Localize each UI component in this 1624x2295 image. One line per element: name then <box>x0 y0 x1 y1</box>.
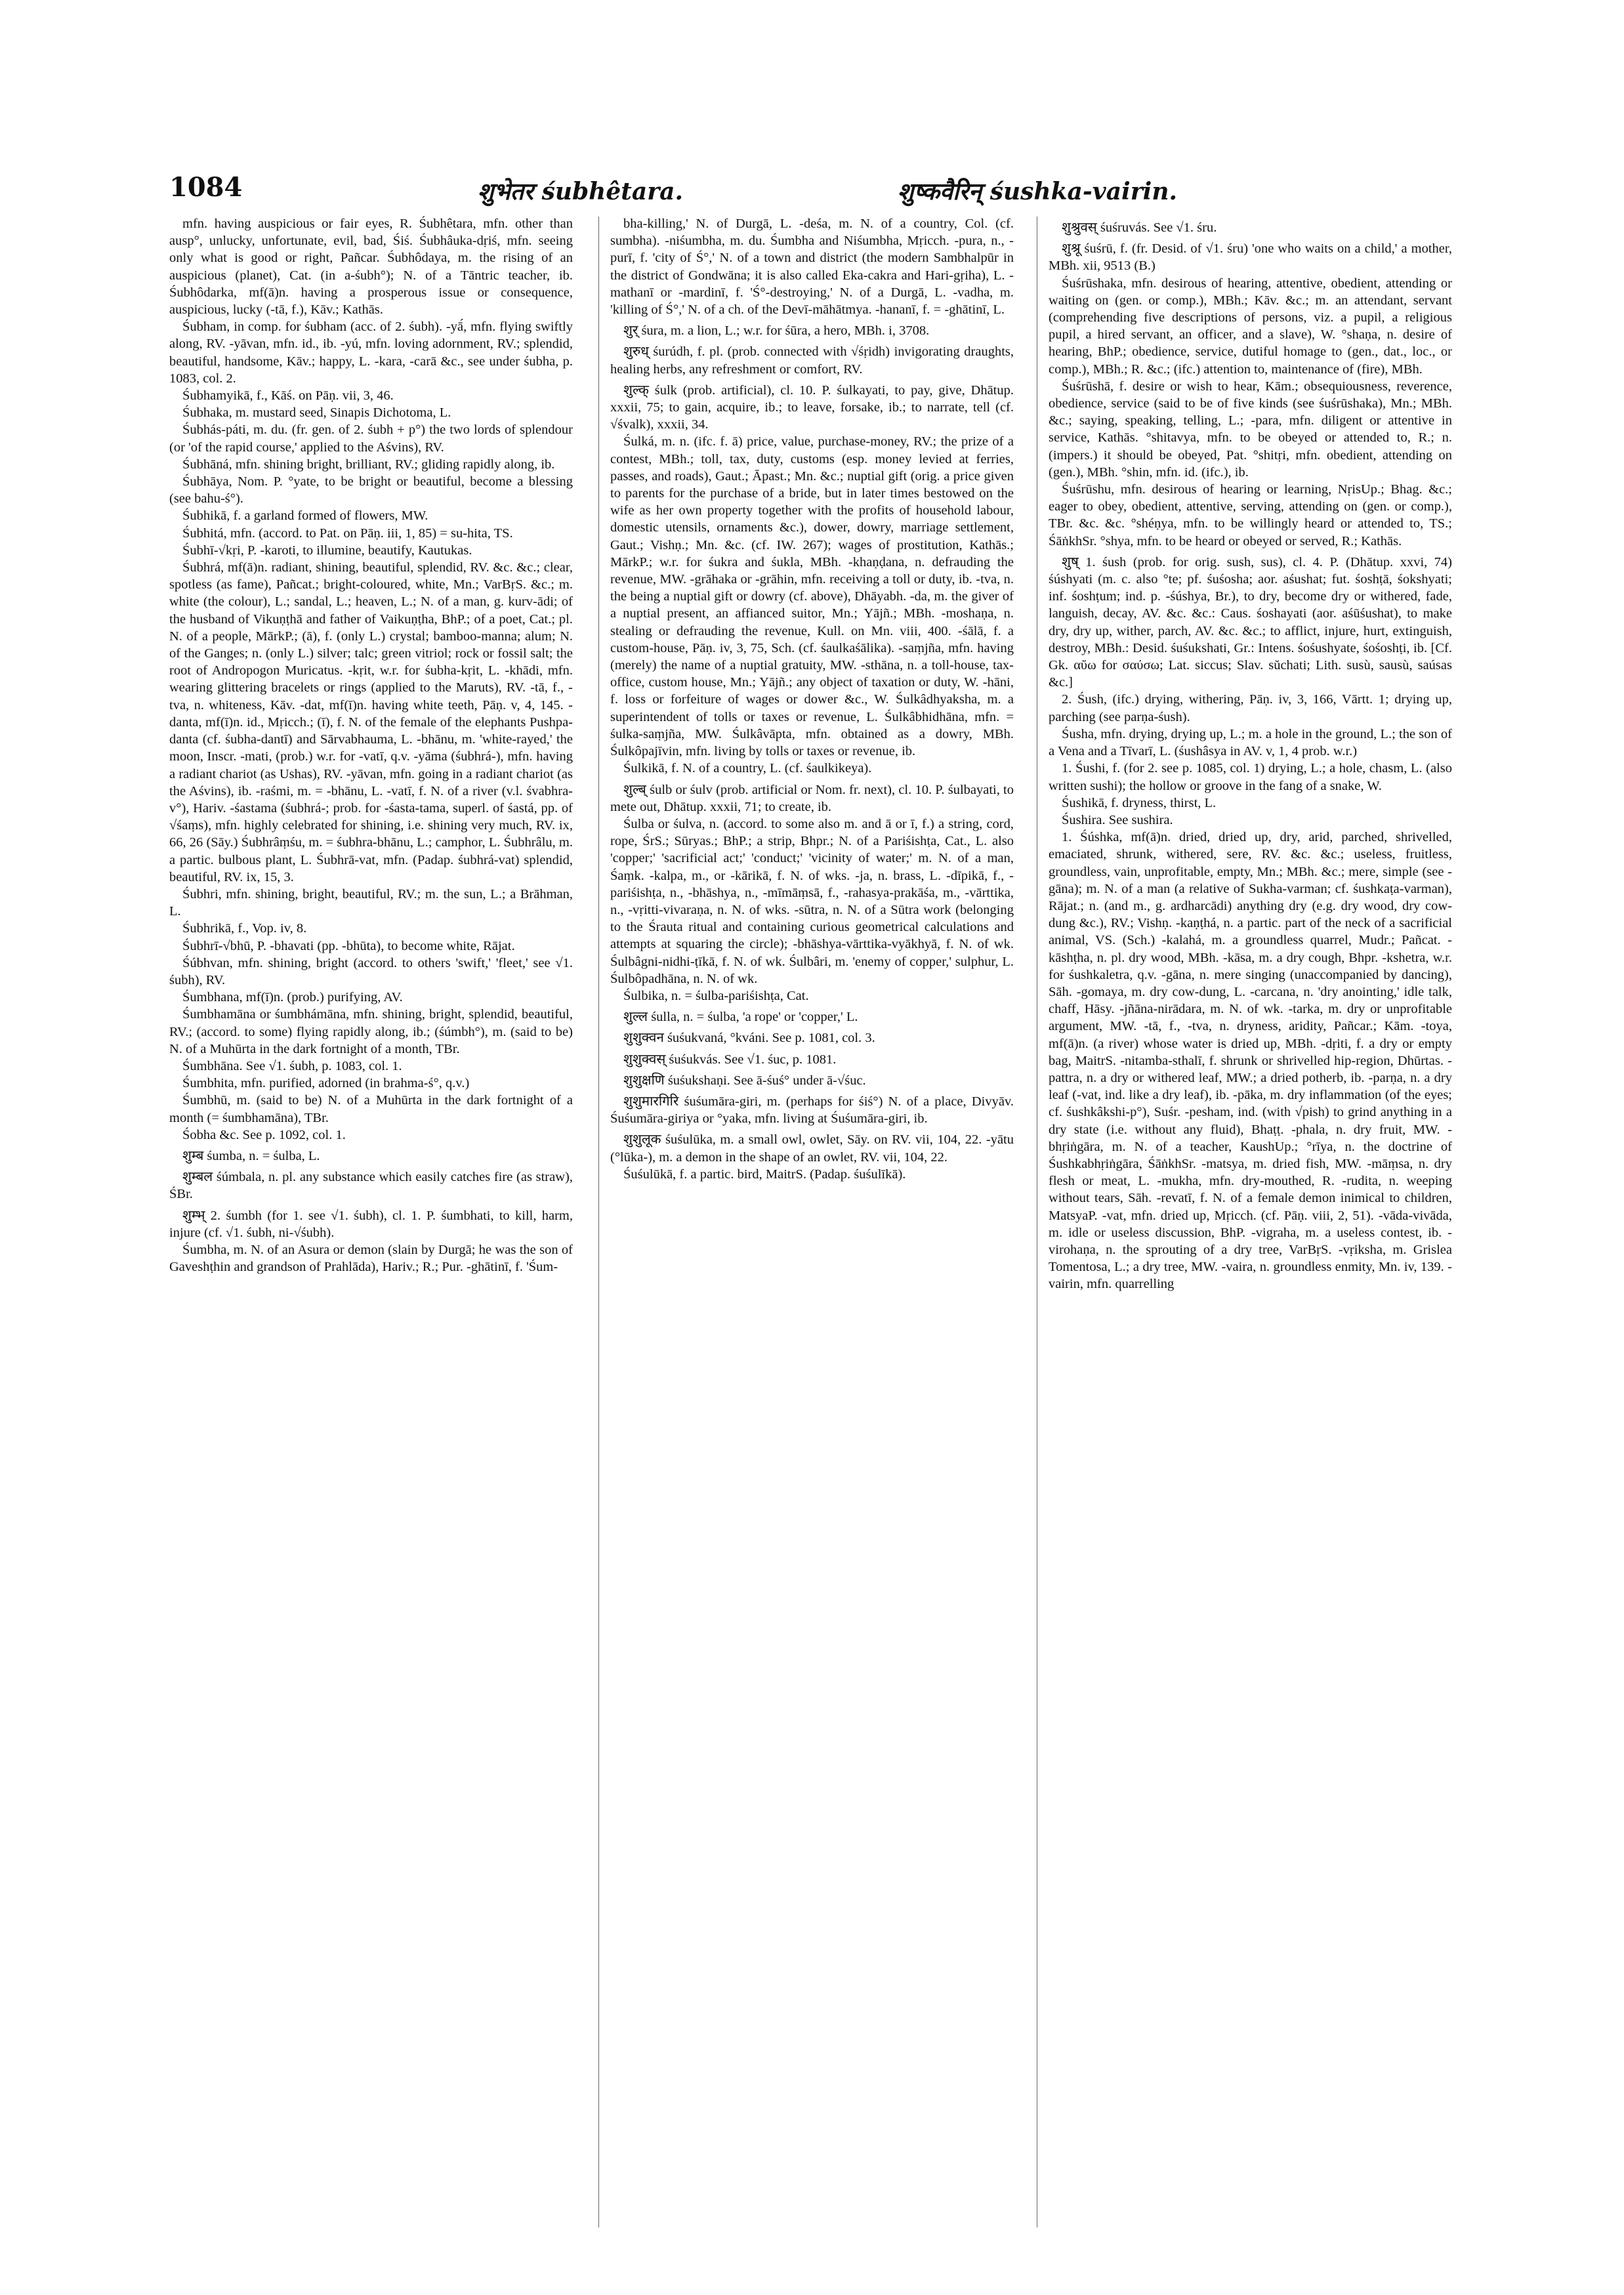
dictionary-entry: शुम्भ् 2. śumbh (for 1. see √1. śubh), cl. 1. P. śumbhati, to kill, harm, injure (cf. √1. śubh, ni-√śubh). <box>169 1208 573 1240</box>
dictionary-entry: शुल्क् śulk (prob. artificial), cl. 10. P. śulkayati, to pay, give, Dhātup. xxxii, 75; to gain, acquire, ib.; to leave, forsake, ib.; to narrate, tell (cf. √śvalk), xxxii, 34. <box>610 382 1014 432</box>
dictionary-entry: Śumbhana, mf(ī)n. (prob.) purifying, AV. <box>182 990 403 1005</box>
dictionary-entry: Śuśrūshaka, mfn. desirous of hearing, attentive, obedient, attending or waiting on (gen. or comp.), MBh.; Kāv. &c.; m. an attendant, servant (comprehending five descriptions of persons, viz. a pupil, a religious pupil, a hired servant, an officer, and a slave), W. °shaṇa, n. desire of hearing, BhP.; obedience, service, dutiful homage to (gen., dat., loc., or comp.), MBh.; R. &c.; (ifc.) attention to, maintenance of (fire), MBh. <box>1049 276 1452 377</box>
dictionary-entry: Śushira. See sushira. <box>1062 812 1173 827</box>
dictionary-entry: mfn. having auspicious or fair eyes, R. Śubhêtara, mfn. other than ausp°, unlucky, unfortunate, evil, bad, Śiś. Śubhâuka-dṛiś, mfn. seeing only what is good or right, Pañcar. Śubhôdaya, m. the rising of an auspicious (planet), Cat. (in a-śubh°); N. of a Tāntric teacher, ib. Śubhôdarka, mf(ā)n. having a prosperous issue or consequence, auspicious, lucky (-tā, f.), Kāv.; Kathās. <box>169 217 573 318</box>
dictionary-entry: 1. Śushi, f. (for 2. see p. 1085, col. 1) drying, L.; a hole, chasm, L. (also written sushi); the hollow or groove in the fang of a snake, W. <box>1049 761 1452 793</box>
dictionary-entry: bha-killing,' N. of Durgā, L. -deśa, m. N. of a country, Col. (cf. sumbha). -niśumbha, m. du. Śumbha and Niśumbha, Mṛicch. -pura, n., -purī, f. 'city of Ś°,' N. of a town and district (the modern Sambhalpūr in the district of Gondwāna; it is also called Eka-cakra and Hari-gṛiha), L. -mathanī or -mardinī, f. 'Ś°-destroying,' N. of a Durgā, L. -vadha, m. 'killing of Ś°,' N. of a ch. of the Devī-māhātmya. -hananī, f. = -ghātinī, L. <box>610 217 1014 318</box>
dictionary-entry: Śubhāya, Nom. P. °yate, to be bright or beautiful, become a blessing (see bahu-ś°). <box>169 474 573 507</box>
dictionary-entry: शुरुध् śurúdh, f. pl. (prob. connected with √śṛidh) invigorating draughts, healing herbs, any refreshment or comfort, RV. <box>610 344 1014 377</box>
dictionary-entry: Śushikā, f. dryness, thirst, L. <box>1062 795 1217 810</box>
page-number: 1084 <box>169 172 243 203</box>
dictionary-entry: शुम्ब śumba, n. = śulba, L. <box>182 1148 320 1163</box>
dictionary-entry: Śuśulūkā, f. a partic. bird, MaitrS. (Padap. śuśulīkā). <box>623 1167 906 1182</box>
dictionary-entry: शुशुक्षणि śuśukshaṇi. See ā-śuś° under ā-√śuc. <box>623 1073 866 1088</box>
dictionary-entry: Śuśrūshu, mfn. desirous of hearing or learning, NṛisUp.; Bhag. &c.; eager to obey, obedient, attentive, serving, attending on (gen. or comp.), TBr. &c. &c. °shéṇya, mfn. to be willingly heard or attended to, TS.; ŚāṅkhSr. °shya, mfn. to be heard or obeyed or served, R.; Kathās. <box>1049 482 1452 548</box>
dictionary-entry: Śubhrī-√bhū, P. -bhavati (pp. -bhūta), to become white, Rājat. <box>182 938 515 953</box>
dictionary-entry: Śulkikā, f. N. of a country, L. (cf. śaulkikeya). <box>623 761 872 776</box>
dictionary-entry: Śubhī-√kṛi, P. -karoti, to illumine, beautify, Kautukas. <box>182 543 472 558</box>
dictionary-entry: Śulká, m. n. (ifc. f. ā) price, value, purchase-money, RV.; the prize of a contest, MBh.; toll, tax, duty, customs (esp. money levied at ferries, passes, and roads), Gaut.; Āpast.; Mn. &c.; nuptial gift (orig. a price given to parents for the purchase of a bride, but in later times bestowed on the wife as her own property together with the profits of household labour, domestic utensils, ornaments &c.), dower, dowry, marriage settlement, Gaut.; Vishṇ.; Mn. &c. (cf. IW. 267); wages of prostitution, Kathās.; MārkP.; w.r. for śukra and śukla, MBh. -khaṇḍana, n. defrauding the revenue, MW. -grāhaka or -grāhin, mfn. receiving a toll or duty, ib. -tva, n. the being a nuptial gift or dowry (cf. above), Dhāyabh. -da, m. the giver of a nuptial present, an affianced suitor, Mn.; Yājñ.; MBh. -moshaṇa, n. stealing or defrauding the revenue, Kull. on Mn. viii, 400. -śālā, f. a custom-house, Pāṇ. iv, 3, 75, Sch. (cf. śaulkaśālika). -saṃjña, mfn. having (merely) the name of a nuptial gratuity, MW. -sthāna, n. a toll-house, tax-office, custom house, Mn.; Yājñ.; any object of taxation or duty, W. -hāni, f. loss or forfeiture of wages or dower &c., W. Śulkâdhyaksha, m. a superintendent of tolls or taxes or revenue, L. Śulkâbhidhāna, mfn. = śulka-saṃjña, MW. Śulkâvāpta, mfn. obtained as a dowry, MBh. Śulkôpajīvin, mfn. living by tolls or taxes or revenue, ib. <box>610 434 1014 759</box>
column-middle <box>610 215 1014 2249</box>
dictionary-entry: 2. Śush, (ifc.) drying, withering, Pāṇ. iv, 3, 166, Vārtt. 1; drying up, parching (see parṇa-śush). <box>1049 692 1452 724</box>
dictionary-entry: Śumbhāna. See √1. śubh, p. 1083, col. 1. <box>182 1058 402 1073</box>
dictionary-entry: Śubhri, mfn. shining, bright, beautiful, RV.; m. the sun, L.; a Brāhman, L. <box>169 886 573 919</box>
dictionary-entry: 1. Śúshka, mf(ā)n. dried, dried up, dry, arid, parched, shrivelled, emaciated, shrunk, withered, sere, RV. &c. &c.; useless, fruitless, groundless, vain, unprofitable, empty, Mn.; MBh. &c.; mere, simple (see -gāna); m. N. of a man (a relative of Sukha-varman; cf. śushkaṭa-varman), Rājat.; n. (and m., g. ardharcādi) anything dry (e.g. dry wood, dry cow-dung &c.), RV.; Vishṇ. -kaṇṭhá, n. a partic. part of the neck of a sacrificial animal, VS. (Sch.) -kalahá, m. a groundless quarrel, Mudr.; Pañcat. -kāshṭha, n. pl. dry wood, MBh. -kāsa, m. a dry cough, Bhpr. -kshetra, w.r. for śushkaletra, q.v. -gāna, n. mere singing (unaccompanied by dancing), Sāh. -gomaya, m. dry cow-dung, L. -carcana, n. 'dry anointing,' idle talk, chaff, Hāsy. -jñāna-nirādara, m. N. of wk. -tarka, m. dry or unprofitable argument, MW. -tā, f., -tva, n. dryness, aridity, Pañcar.; Kām. -toya, mf(ā)n. (a river) whose water is dried up, MBh. -dṛiti, f. a dry or empty bag, MaitrS. -nitamba-sthalī, f. shrunk or shrivelled hip-region, Dhūrtas. -pattra, n. a dry or withered leaf, MW.; a dried potherb, ib. -parṇa, n. a dry leaf (-vat, ind. like a dry leaf), ib. -pāka, m. dry inflammation (of the eyes; cf. śushkâkshi-p°), Suśr. -pesham, ind. (with √pish) to grind anything in a dry state (i.e. without any fluid), Bhaṭṭ. -phala, n. dry fruit, MW. -bhṛiṅgāra, m. N. of a teacher, KaushUp.; °rīya, n. the doctrine of Śushkabhṛiṅgāra, ŚāṅkhSr. -matsya, m. dried fish, MW. -māṃsa, n. dry flesh or meat, L. -mukha, mfn. dry-mouthed, R. -rudita, n. weeping without tears, Sāh. -revatī, f. N. of a female demon inimical to children, MatsyaP. -vat, mfn. dried up, Mṛicch. (cf. Pāṇ. viii, 2, 51). -vāda-vivāda, m. idle or useless discussion, BhP. -vigraha, m. a useless contest, ib. -virohaṇa, n. the sprouting of a dry tree, VarBṛS. -vṛiksha, m. Grislea Tomentosa, L.; a dry tree, MW. -vaira, n. groundless enmity, Mn. iv, 139. -vairin, mfn. quarrelling <box>1049 830 1452 1292</box>
dictionary-entry: शुश्रू śuśrū, f. (fr. Desid. of √1. śru) 'one who waits on a child,' a mother, MBh. xii, 9513 (B.) <box>1049 241 1452 274</box>
dictionary-entry: Śulba or śulva, n. (accord. to some also m. and ā or ī, f.) a string, cord, rope, ŚrS.; Sūryas.; BhP.; a strip, Bhpr.; N. of a Pariśishṭa, Cat., L. also 'copper;' 'sacrificial act;' 'conduct;' 'vicinity of water;' m. N. of a man, Śaṃk. -kalpa, m., or -kārikā, f. N. of wks. -ja, n. brass, L. -dīpikā, f., -pariśishṭa, n., -bhāshya, n., -mīmāṃsā, f., -rahasya-prakāśa, m., -vārttika, n., -vṛitti-vivaraṇa, n. N. of wks. -sūtra, n. N. of a Sūtra work (belonging to the Śrauta ritual and containing curious geometrical calculations and attempts at squaring the circle); -bhāshya-vārttika-vyākhyā, f. N. of wk. Śulbâgni-nidhi-ṭīkā, f. N. of wk. Śulbâri, m. 'enemy of copper,' sulphur, L. Śulbôpadhāna, n. N. of wk. <box>610 816 1014 986</box>
column-left <box>169 215 573 2249</box>
dictionary-entry: शुशुक्वस् śuśukvás. See √1. śuc, p. 1081. <box>623 1052 837 1067</box>
dictionary-entry: शुम्बल śúmbala, n. pl. any substance which easily catches fire (as straw), ŚBr. <box>169 1170 573 1202</box>
dictionary-entry: Śumbha, m. N. of an Asura or demon (slain by Durgā; he was the son of Gaveshṭhin and grandson of Prahlāda), Hariv.; R.; Pur. -ghātinī, f. 'Śum- <box>169 1242 573 1275</box>
dictionary-entry: Śuśrūshā, f. desire or wish to hear, Kām.; obsequiousness, reverence, obedience, service (said to be of five kinds (see śuśrūshaka), Mn.; MBh. &c.; saying, speaking, telling, L.; -para, mfn. diligent or attentive in service, Kathās. °shitavya, mfn. to be obeyed or attended to, R.; n. (impers.) it should be obeyed, Pat. °shitṛi, mfn. obedient, attending on (gen.), MBh. °shin, mfn. id. (ifc.), ib. <box>1049 379 1452 480</box>
dictionary-entry: Śubhāná, mfn. shining bright, brilliant, RV.; gliding rapidly along, ib. <box>182 457 555 472</box>
dictionary-entry: Śubhás-páti, m. du. (fr. gen. of 2. śubh + p°) the two lords of splendour (or 'of the rapid course,' applied to the Aśvins), RV. <box>169 423 573 455</box>
column-right <box>1049 215 1452 2249</box>
dictionary-entry: Śusha, mfn. drying, drying up, L.; m. a hole in the ground, L.; the son of a Vena and a Tīvarī, L. (śushâsya in AV. v, 1, 4 prob. w.r.) <box>1049 726 1452 759</box>
dictionary-entry: Śumbhū, m. (said to be) N. of a Muhūrta in the dark fortnight of a month (= śumbhamāna), TBr. <box>169 1093 573 1125</box>
column-divider-1 <box>598 217 599 2227</box>
left-running-headword: शुभेतर śubhêtara. <box>478 178 684 205</box>
dictionary-entry: शुशुक्वन śuśukvaná, °kváni. See p. 1081, col. 3. <box>623 1031 875 1046</box>
dictionary-entry: Śubhamyikā, f., Kāś. on Pāṇ. vii, 3, 46. <box>182 388 394 403</box>
dictionary-entry: शुशुमारगिरि śuśumāra-giri, m. (perhaps for śiś°) N. of a place, Divyāv. Śuśumāra-giriya or °yaka, mfn. living at Śuśumāra-giri, ib. <box>610 1094 1014 1127</box>
dictionary-entry: शुष् 1. śush (prob. for orig. sush, sus), cl. 4. P. (Dhātup. xxvi, 74) śúshyati (m. c. also °te; pf. śuśosha; aor. aśushat; fut. śoshṭā, śokshyati; inf. śoshṭum; ind. p. -śúshya, Br.), to dry, become dry or withered, fade, languish, decay, AV. &c. &c.: Caus. śoshayati (aor. aśūśushat), to make dry, dry up, wither, parch, AV. &c. &c.; to afflict, injure, hurt, extinguish, destroy, MBh.: Desid. śuśukshati, Gr.: Intens. śośushyate, śośoshṭi, ib. [Cf. Gk. αὔω for σαύσω; Lat. siccus; Slav. sŭchati; Lith. susù, sausù, saúsas &c.] <box>1049 554 1452 690</box>
dictionary-entry: Śubhikā, f. a garland formed of flowers, MW. <box>182 508 428 524</box>
dictionary-entry: Śúbhvan, mfn. shining, bright (accord. to others 'swift,' 'fleet,' see √1. śubh), RV. <box>169 955 573 987</box>
dictionary-entry: Śumbhamāna or śumbhámāna, mfn. shining, bright, splendid, beautiful, RV.; (accord. to some) flying rapidly along, ib.; (śúmbh°), m. (said to be) N. of a Muhūrta in the dark fortnight of a month, TBr. <box>169 1007 573 1056</box>
dictionary-entry: Śulbika, n. = śulba-pariśishṭa, Cat. <box>623 988 809 1003</box>
dictionary-entry: Śubham, in comp. for śubham (acc. of 2. śubh). -yā́, mfn. flying swiftly along, RV. -yāvan, mfn. id., ib. -yú, mfn. loving adornment, RV.; splendid, beautiful, handsome, Kāv.; happy, L. -kara, -carā &c., see under śubha, p. 1083, col. 2. <box>169 320 573 386</box>
dictionary-entry: Śubhaka, m. mustard seed, Sinapis Dichotoma, L. <box>182 405 451 421</box>
dictionary-entry: Śubhrikā, f., Vop. iv, 8. <box>182 921 307 936</box>
dictionary-entry: शुल्ल śulla, n. = śulba, 'a rope' or 'copper,' L. <box>623 1010 858 1025</box>
dictionary-entry: Śobha &c. See p. 1092, col. 1. <box>182 1127 346 1142</box>
dictionary-entry: शुश्रुवस् śuśruvás. See √1. śru. <box>1062 220 1217 235</box>
dictionary-entry: शुर् śura, m. a lion, L.; w.r. for śūra, a hero, MBh. i, 3708. <box>623 323 930 339</box>
dictionary-entry: शुल्ब् śulb or śulv (prob. artificial or Nom. fr. next), cl. 10. P. śulbayati, to mete out, Dhātup. xxxii, 71; to create, ib. <box>610 782 1014 814</box>
dictionary-entry: Śumbhita, mfn. purified, adorned (in brahma-ś°, q.v.) <box>182 1076 470 1091</box>
running-header <box>169 172 1472 209</box>
dictionary-entry: Śubhrá, mf(ā)n. radiant, shining, beautiful, splendid, RV. &c. &c.; clear, spotless (as fame), Pañcat.; bright-coloured, white, Mn.; VarBṛS. &c.; m. white (the colour), L.; sandal, L.; heaven, L.; N. of a man, g. kurv-ādi; of the husband of Vikuṇṭhā and father of Vaikuṇṭha, BhP.; of a poet, Cat.; pl. N. of a people, MārkP.; (ā), f. (only L.) crystal; bamboo-manna; alum; N. of the Ganges; n. (only L.) silver; talc; green vitriol; rock or fossil salt; the root of Andropogon Muricatus. -kṛit, w.r. for śubha-kṛit, L. -khādi, mfn. wearing glittering bracelets or rings (applied to the Maruts), RV. -tā, f., -tva, n. whiteness, Kāv. -dat, mf(ī)n. having white teeth, Pāṇ. v, 4, 145. -danta, mf(ī)n. id., Mṛicch.; (ī), f. N. of the female of the elephants Pushpa-danta (cf. śubha-dantī) and Sārvabhauma, L. -bhānu, m. 'white-rayed,' the moon, Inscr. -mati, (prob.) w.r. for -vatī, q.v. -yāma (śubhrá-), mfn. having a radiant chariot (as Ushas), RV. -yāvan, mfn. going in a radiant chariot (as the Aśvins), ib. -raśmi, m. = -bhānu, L. -vatī, f. N. of a river (v.l. śvabhra-v°), Hariv. -śastama (śubhrá-; prob. for -śasta-tama, superl. of śastá, pp. of √śaṃs), mfn. highly celebrated for shining, i.e. shining very much, RV. ix, 66, 26 (Sāy.) Śubhrâṃśu, m. = śubhra-bhānu, L.; camphor, L. Śubhrâlu, m. a partic. bulbous plant, L. Śubhrā-vat, mfn. (Padap. śubhrá-vat) splendid, beautiful, RV. ix, 15, 3. <box>169 560 573 884</box>
dictionary-entry: Śubhitá, mfn. (accord. to Pat. on Pāṇ. iii, 1, 85) = su-hita, TS. <box>182 526 513 541</box>
dictionary-entry: शुशुलूक śuśulūka, m. a small owl, owlet, Sāy. on RV. vii, 104, 22. -yātu (°lūka-), m. a demon in the shape of an owlet, RV. vii, 104, 22. <box>610 1132 1014 1165</box>
right-running-headword: शुष्कवैरिन् śushka-vairin. <box>898 178 1178 205</box>
